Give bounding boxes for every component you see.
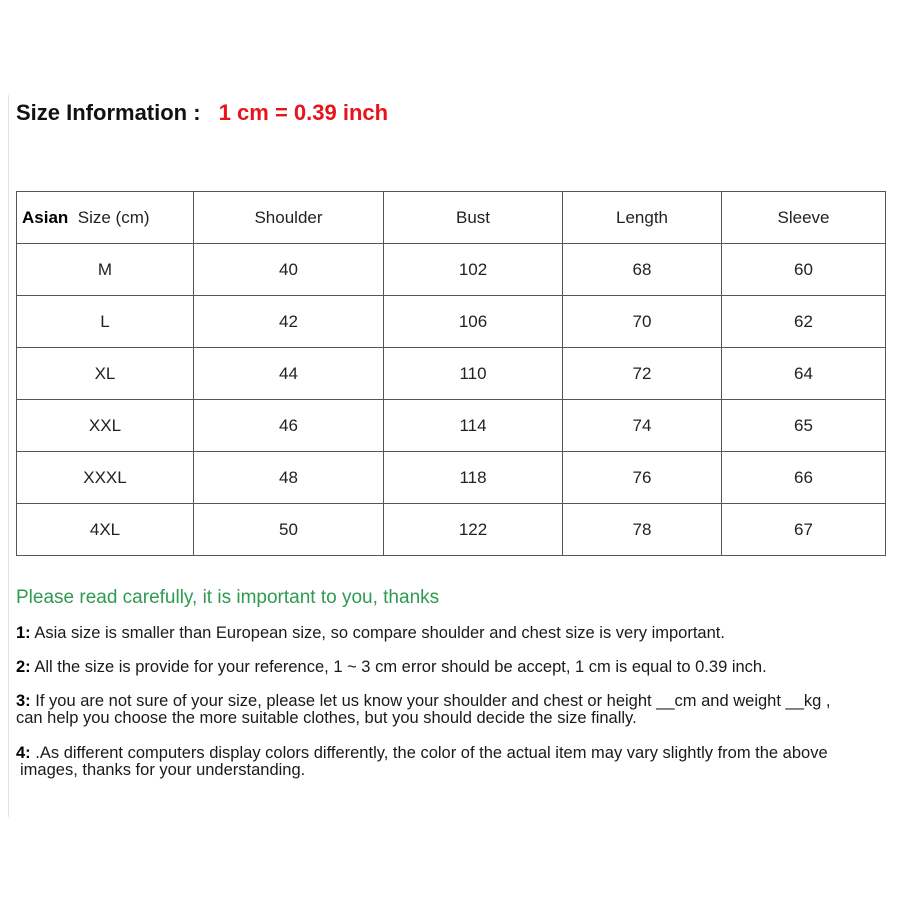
size-chart-table xyxy=(16,191,886,556)
sleeve-cell: 67 xyxy=(722,504,886,556)
size-cell: M xyxy=(17,244,194,296)
note-number: 3: xyxy=(16,692,31,710)
table-header-row xyxy=(17,192,886,244)
shoulder-cell: 46 xyxy=(194,400,384,452)
note-text: All the size is provide for your reference, 1 ~ 3 cm error should be accept, 1 cm is equal to 0.39 inch. xyxy=(34,658,767,676)
note-text: Asia size is smaller than European size, so compare shoulder and chest size is very important. xyxy=(34,624,725,642)
size-cell: XXL xyxy=(17,400,194,452)
length-cell: 70 xyxy=(563,296,722,348)
table-row xyxy=(17,296,886,348)
note-3 xyxy=(16,693,896,727)
note-number: 4: xyxy=(16,744,31,762)
bust-cell: 102 xyxy=(384,244,563,296)
shoulder-cell: 44 xyxy=(194,348,384,400)
shoulder-cell: 42 xyxy=(194,296,384,348)
sleeve-cell: 60 xyxy=(722,244,886,296)
length-cell: 78 xyxy=(563,504,722,556)
note-4 xyxy=(16,745,896,779)
note-2 xyxy=(16,659,896,676)
asian-label: Asian xyxy=(22,207,69,227)
length-cell: 74 xyxy=(563,400,722,452)
sleeve-cell: 66 xyxy=(722,452,886,504)
shoulder-cell: 40 xyxy=(194,244,384,296)
header-cell-length: Length xyxy=(563,192,722,244)
note-number: 2: xyxy=(16,658,31,676)
size-cell: L xyxy=(17,296,194,348)
size-cm-label: Size (cm) xyxy=(77,207,150,227)
bust-cell: 122 xyxy=(384,504,563,556)
note-1 xyxy=(16,625,896,642)
note-text: .As different computers display colors differently, the color of the actual item may vary slightly from the above xyxy=(35,744,828,762)
header-cell-bust: Bust xyxy=(384,192,563,244)
size-cell: XXXL xyxy=(17,452,194,504)
size-info-title: Size Information : xyxy=(16,100,201,125)
size-cell: 4XL xyxy=(17,504,194,556)
length-cell: 72 xyxy=(563,348,722,400)
length-cell: 76 xyxy=(563,452,722,504)
sleeve-cell: 64 xyxy=(722,348,886,400)
note-line xyxy=(16,693,896,710)
bust-cell: 110 xyxy=(384,348,563,400)
table-row xyxy=(17,244,886,296)
header-cell-size xyxy=(17,192,194,244)
note-line xyxy=(16,745,896,762)
note-continuation: can help you choose the more suitable clothes, but you should decide the size finally. xyxy=(16,709,637,727)
bust-cell: 118 xyxy=(384,452,563,504)
header-cell-shoulder: Shoulder xyxy=(194,192,384,244)
bust-cell: 114 xyxy=(384,400,563,452)
unit-conversion: 1 cm = 0.39 inch xyxy=(218,100,389,125)
sleeve-cell: 65 xyxy=(722,400,886,452)
bust-cell: 106 xyxy=(384,296,563,348)
note-text: If you are not sure of your size, please let us know your shoulder and chest or height __cm and weight __kg , xyxy=(35,692,831,710)
notice-text: Please read carefully, it is important to you, thanks xyxy=(16,587,440,608)
table-row xyxy=(17,452,886,504)
size-info-header xyxy=(16,99,388,127)
shoulder-cell: 50 xyxy=(194,504,384,556)
table-row xyxy=(17,348,886,400)
note-continuation: images, thanks for your understanding. xyxy=(20,761,306,779)
size-cell: XL xyxy=(17,348,194,400)
note-number: 1: xyxy=(16,624,31,642)
left-divider xyxy=(8,95,9,817)
table-row xyxy=(17,504,886,556)
table-row xyxy=(17,400,886,452)
header-cell-sleeve: Sleeve xyxy=(722,192,886,244)
sleeve-cell: 62 xyxy=(722,296,886,348)
shoulder-cell: 48 xyxy=(194,452,384,504)
length-cell: 68 xyxy=(563,244,722,296)
